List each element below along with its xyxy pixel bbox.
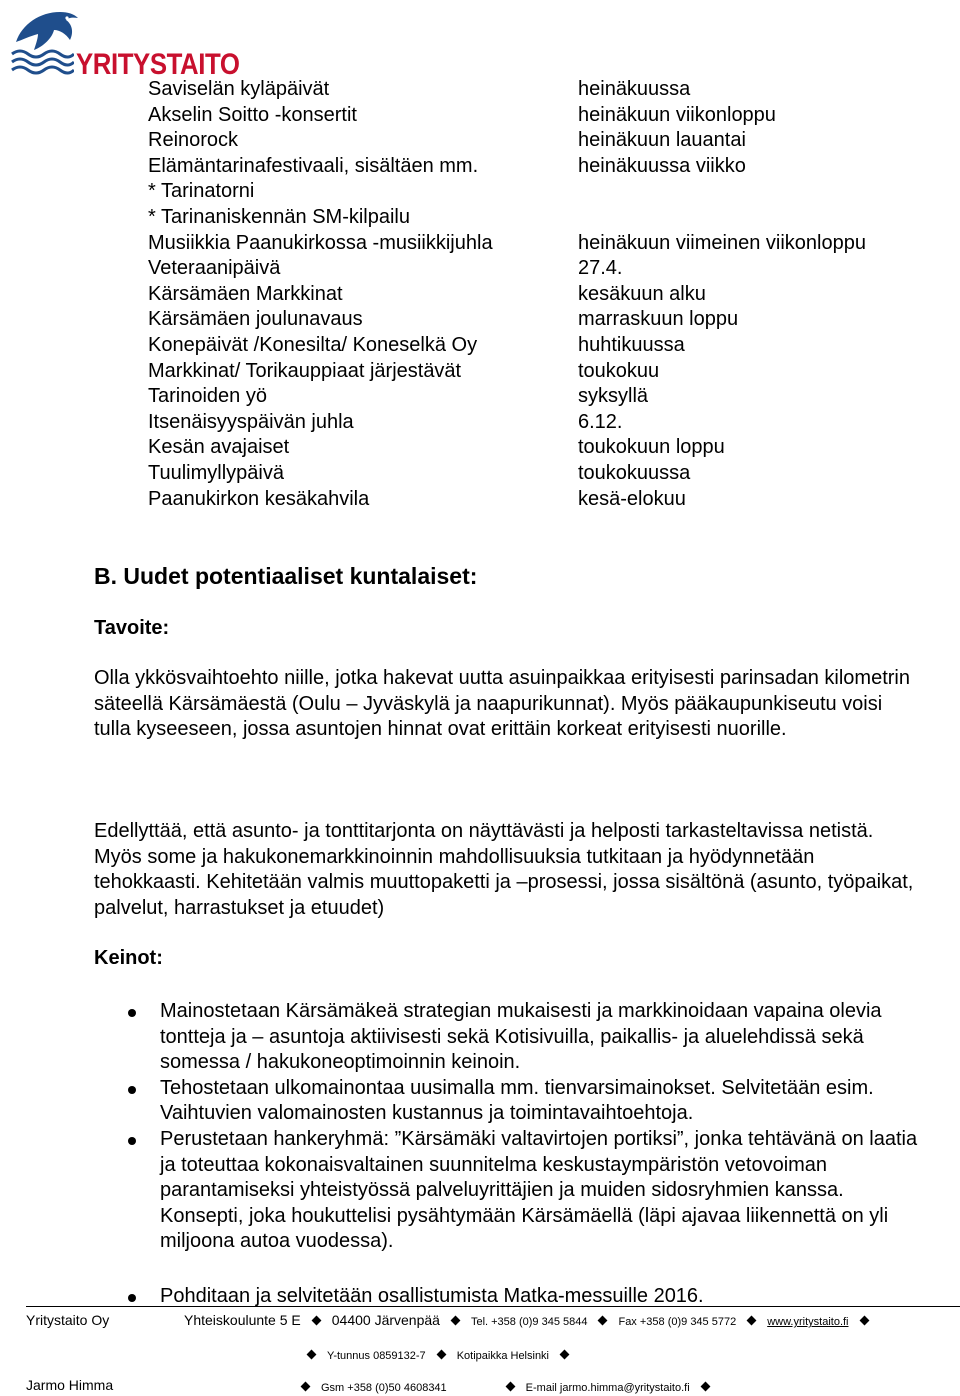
event-name: Konepäivät /Konesilta/ Koneselkä Oy [148,333,478,356]
event-name: Tarinoiden yö [148,385,267,408]
event-name: * Tarinaniskennän SM-kilpailu [148,205,410,228]
bullet-icon [128,1086,136,1094]
diamond-icon [505,1382,515,1392]
event-name: Kärsämäen Markkinat [148,282,343,305]
list-item-text: Perustetaan hankeryhmä: ”Kärsämäki valtavirtojen portiksi”, jonka tehtävänä on laatia ja toteuttaa kokonaisvaltainen suunnitelma keskustaympäristön vetovoiman parantamiseksi yhteistyössä palveluyrittäjien ja muiden sidosryhmien kanssa. Konsepti, joka houkuttelisi pysähtymään Kärsämäellä (läpi ajavaa liikennettä on yli miljoona autoa vuodessa). [160,1127,918,1253]
event-list [148,77,928,512]
event-row [148,179,928,205]
event-row [148,154,928,180]
footer-line-2 [296,1346,580,1362]
footer-tel: Tel. +358 (0)9 345 5844 [470,1316,588,1328]
footer-website-link[interactable]: www.yritystaito.fi [767,1316,849,1328]
bullet-icon [128,1137,136,1145]
event-name: * Tarinatorni [148,180,255,203]
footer-fax: Fax +358 (0)9 345 5772 [618,1316,737,1328]
event-name: Saviselän kyläpäivät [148,78,330,100]
footer-company: Yritystaito Oy [26,1312,110,1328]
event-time: toukokuun loppu [578,436,725,459]
footer-divider [26,1306,960,1307]
diamond-icon [598,1316,608,1326]
footer-postal: 04400 Järvenpää [331,1312,440,1328]
event-time: heinäkuussa [578,78,691,100]
event-time: heinäkuun lauantai [578,129,746,152]
event-name: Markkinat/ Torikauppiaat järjestävät [148,359,462,382]
event-row [148,128,928,154]
diamond-icon [859,1316,869,1326]
event-row [148,231,928,257]
footer-gsm: Gsm +358 (0)50 4608341 [321,1382,447,1394]
event-name: Akselin Soitto -konsertit [148,103,357,126]
list-item-text: Mainostetaan Kärsämäkeä strategian mukaisesti ja markkinoidaan vapaina olevia tontteja ja – asuntoja aktiivisesti sekä Kotisivuilla, paikallis- ja aluelehdissä sekä somessa / hakukoneoptimoinnin keinoin. [160,1000,882,1074]
event-row [148,103,928,129]
company-logo [10,4,240,81]
event-name: Musiikkia Paanukirkossa -musiikkijuhla [148,231,493,254]
diamond-icon [436,1350,446,1360]
event-time: toukokuu [578,359,660,382]
event-time: marraskuun loppu [578,308,739,331]
event-time: toukokuussa [578,461,691,484]
event-row [148,333,928,359]
diamond-icon [700,1382,710,1392]
bullet-icon [128,1294,136,1302]
brand-name: YRITYSTAITO [76,48,240,81]
event-time: kesä-elokuu [578,487,686,510]
event-row [148,77,928,103]
section-heading: B. Uudet potentiaaliset kuntalaiset: [94,563,478,589]
event-row [148,307,928,333]
event-name: Itsenäisyyspäivän juhla [148,410,354,433]
footer-email: E-mail jarmo.himma@yritystaito.fi [525,1382,690,1394]
footer-person: Jarmo Himma [26,1377,114,1393]
footer-kotipaikka: Kotipaikka Helsinki [456,1350,550,1362]
footer-line-1 [184,1312,880,1328]
diamond-icon [451,1316,461,1326]
bullet-icon [128,1009,136,1017]
goal-paragraph: Edellyttää, että asunto- ja tonttitarjonta on näyttävästi ja helposti tarkasteltavissa netistä. Myös some ja hakukonemarkkinoinnin mahdollisuuksia tutkitaan ja hyödynnetään tehokkaasti. Kehitetään valmis muuttopaketti ja –prosessi, jossa sisältönä (asunto, työpaikat, palvelut, harrastukset ja etuudet) [94,820,914,919]
list-item [94,1076,924,1127]
event-row [148,487,928,513]
event-time: heinäkuussa viikko [578,154,746,177]
diamond-icon [311,1316,321,1326]
event-name: Veteraanipäivä [148,257,281,280]
event-row [148,205,928,231]
event-row [148,384,928,410]
diamond-icon [747,1316,757,1326]
list-item [94,999,924,1076]
means-label: Keinot: [94,947,163,969]
event-row [148,410,928,436]
footer-line-3 [290,1378,721,1394]
event-time: heinäkuun viimeinen viikonloppu [578,231,866,254]
event-time: 6.12. [578,410,623,433]
event-time: heinäkuun viikonloppu [578,103,776,126]
event-row [148,282,928,308]
diamond-icon [560,1350,570,1360]
list-item [94,1127,924,1255]
event-time: kesäkuun alku [578,282,706,305]
footer-address: Yhteiskoulunte 5 E [184,1312,301,1328]
diamond-icon [301,1382,311,1392]
goal-label: Tavoite: [94,617,170,639]
list-item-text: Pohditaan ja selvitetään osallistumista Matka-messuille 2016. [160,1285,704,1307]
event-name: Paanukirkon kesäkahvila [148,487,370,510]
waves-icon [10,48,74,76]
event-name: Elämäntarinafestivaali, sisältäen mm. [148,154,479,177]
event-row [148,435,928,461]
event-row [148,461,928,487]
event-row [148,359,928,385]
event-name: Reinorock [148,129,239,152]
event-time: huhtikuussa [578,333,685,356]
event-name: Kesän avajaiset [148,436,290,459]
event-time: syksyllä [578,385,649,408]
event-name: Kärsämäen joulunavaus [148,308,363,331]
list-item-text: Tehostetaan ulkomainontaa uusimalla mm. tienvarsimainokset. Selvitetään esim. Vaihtuvien valomainosten kustannus ja toimintavaihtoehtoja. [160,1076,874,1125]
diamond-icon [307,1350,317,1360]
means-list [94,999,924,1255]
event-time: 27.4. [578,257,623,280]
event-row [148,256,928,282]
goal-paragraph: Olla ykkösvaihtoehto niille, jotka hakevat uutta asuinpaikkaa erityisesti parinsadan kilometrin säteellä Kärsämäestä (Oulu – Jyväskylä ja naapurikunnat). Myös pääkaupunkiseutu voisi tulla kyseeseen, jossa asuntojen hinnat ovat erittäin korkeat erityisesti nuorille. [94,667,910,741]
event-name: Tuulimyllypäivä [148,461,284,484]
footer-ytunnus: Y-tunnus 0859132-7 [327,1350,426,1362]
